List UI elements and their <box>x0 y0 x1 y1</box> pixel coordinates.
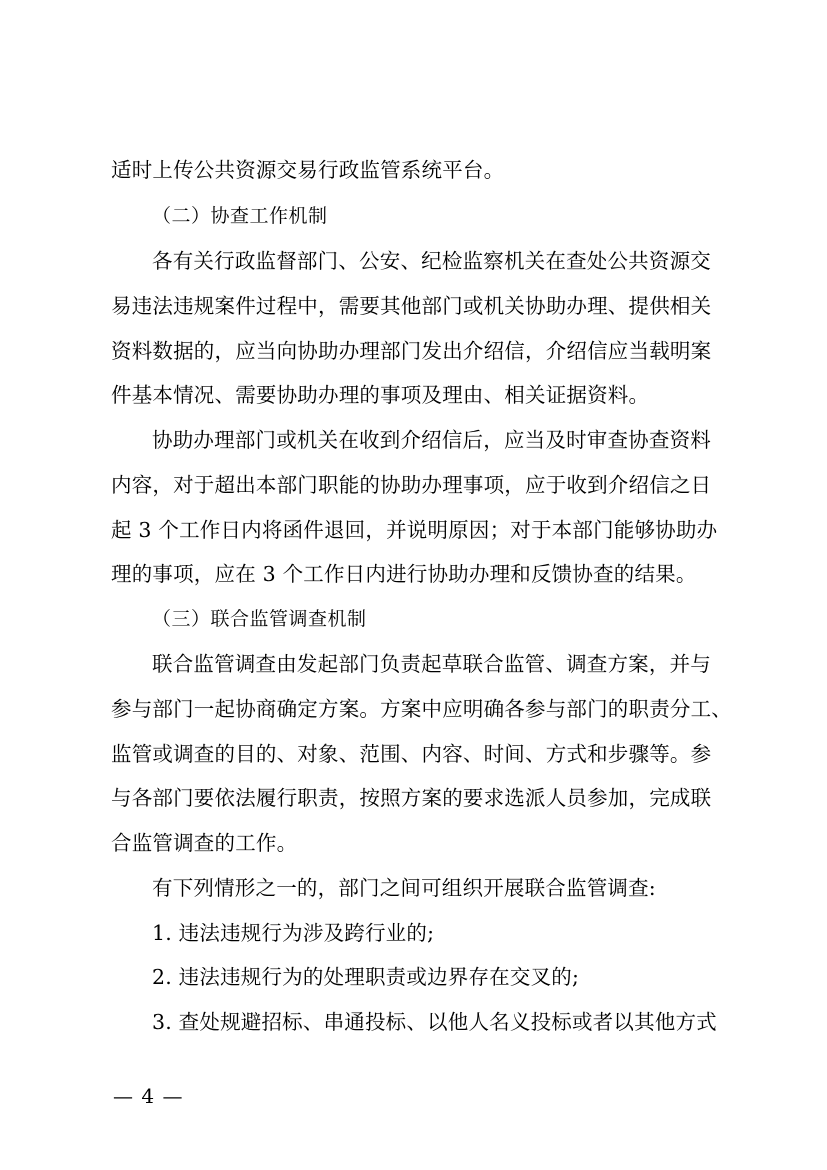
paragraph-line: 有下列情形之一的，部门之间可组织开展联合监管调查: <box>152 876 656 900</box>
page-number: — 4 — <box>113 1084 184 1108</box>
paragraph-line: 件基本情况、需要协助办理的事项及理由、相关证据资料。 <box>111 383 650 407</box>
paragraph-line: 协助办理部门或机关在收到介绍信后，应当及时审查协查资料 <box>152 428 711 452</box>
section-heading-assistance-mechanism: （二）协查工作机制 <box>152 205 328 227</box>
paragraph-line: 参与部门一起协商确定方案。方案中应明确各参与部门的职责分工、 <box>111 697 732 721</box>
paragraph-line: 各有关行政监督部门、公安、纪检监察机关在查处公共资源交 <box>152 249 711 273</box>
paragraph-line: 易违法违规案件过程中，需要其他部门或机关协助办理、提供相关 <box>111 294 712 318</box>
list-item-3: 3. 查处规避招标、串通投标、以他人名义投标或者以其他方式 <box>152 1010 717 1034</box>
list-item-2: 2. 违法违规行为的处理职责或边界存在交叉的; <box>152 965 580 989</box>
paragraph-line: 理的事项，应在 3 个工作日内进行协助办理和反馈协查的结果。 <box>111 562 697 586</box>
list-item-1: 1. 违法违规行为涉及跨行业的; <box>152 921 435 945</box>
paragraph-line: 资料数据的，应当向协助办理部门发出介绍信，介绍信应当载明案 <box>111 339 712 363</box>
paragraph-line: 与各部门要依法履行职责，按照方案的要求选派人员参加，完成联 <box>111 786 712 810</box>
paragraph-line: 起 3 个工作日内将函件退回，并说明原因；对于本部门能够协助办 <box>111 518 718 542</box>
paragraph-line: 联合监管调查由发起部门负责起草联合监管、调查方案，并与 <box>152 652 711 676</box>
paragraph-line-continuation: 适时上传公共资源交易行政监管系统平台。 <box>111 158 505 182</box>
paragraph-line: 监管或调查的目的、对象、范围、内容、时间、方式和步骤等。参 <box>111 742 712 766</box>
section-heading-joint-supervision-mechanism: （三）联合监管调查机制 <box>152 608 367 630</box>
paragraph-line: 合监管调查的工作。 <box>111 831 298 855</box>
paragraph-line: 内容，对于超出本部门职能的协助办理事项，应于收到介绍信之日 <box>111 473 712 497</box>
